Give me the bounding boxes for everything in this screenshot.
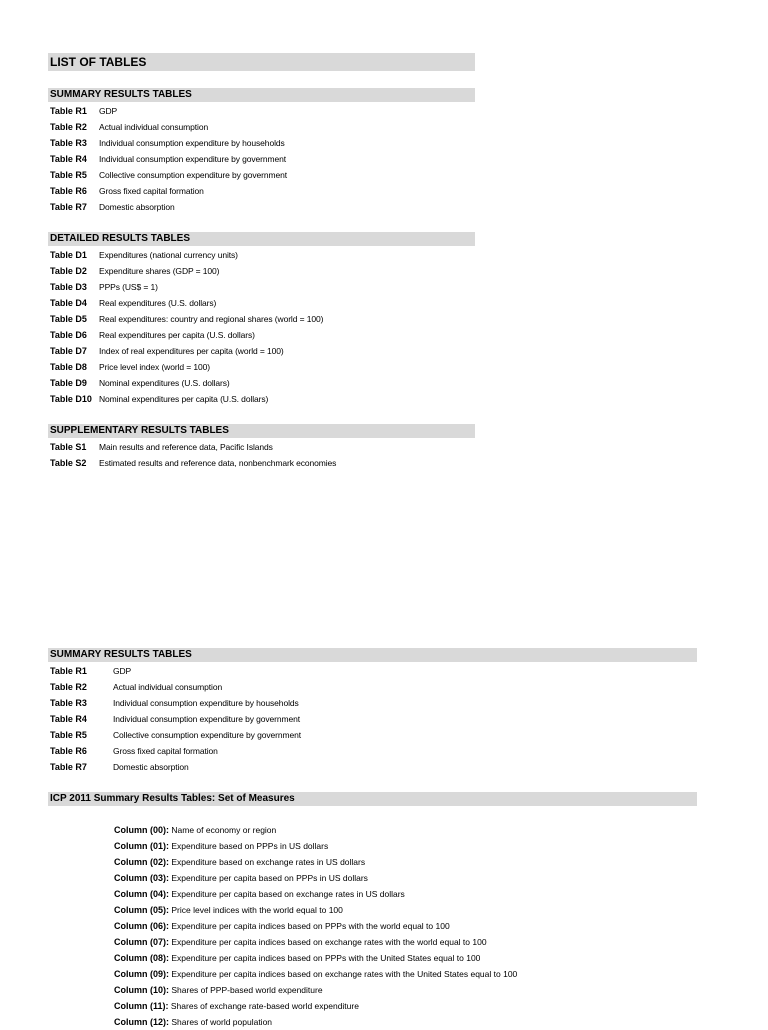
table-description: Nominal expenditures per capita (U.S. dollars) xyxy=(99,394,269,404)
column-label: Column (12): xyxy=(114,1017,169,1027)
table-description: Nominal expenditures (U.S. dollars) xyxy=(99,378,230,388)
column-label: Column (10): xyxy=(114,985,169,995)
column-description: Expenditure based on PPPs in US dollars xyxy=(171,841,329,851)
table-description: Expenditure shares (GDP = 100) xyxy=(99,266,220,276)
table-description: GDP xyxy=(113,666,132,676)
column-label: Column (07): xyxy=(114,937,169,947)
column-label: Column (00): xyxy=(114,825,169,835)
table-description: Real expenditures (U.S. dollars) xyxy=(99,298,217,308)
column-label: Column (01): xyxy=(114,841,169,851)
table-description: Domestic absorption xyxy=(113,762,189,772)
column-description: Expenditure per capita indices based on exchange rates with the United States equal to 100 xyxy=(171,969,518,979)
table-label: Table R2 xyxy=(50,122,87,132)
list-item xyxy=(114,886,405,902)
table-label: Table R6 xyxy=(50,186,87,196)
table-label: Table D3 xyxy=(50,282,87,292)
column-label: Column (06): xyxy=(114,921,169,931)
table-label: Table R4 xyxy=(50,714,87,724)
list-item xyxy=(114,966,517,982)
table-label: Table R6 xyxy=(50,746,87,756)
table-label: Table D5 xyxy=(50,314,87,324)
table-description: Real expenditures per capita (U.S. dollars) xyxy=(99,330,255,340)
summary-results-heading: SUMMARY RESULTS TABLES xyxy=(48,88,475,102)
table-description: Expenditures (national currency units) xyxy=(99,250,238,260)
table-label: Table R3 xyxy=(50,138,87,148)
table-description: Domestic absorption xyxy=(99,202,175,212)
list-item xyxy=(114,998,359,1014)
table-description: Index of real expenditures per capita (world = 100) xyxy=(99,346,284,356)
table-label: Table D10 xyxy=(50,394,92,404)
table-label: Table D8 xyxy=(50,362,87,372)
table-label: Table D4 xyxy=(50,298,87,308)
table-label: Table D2 xyxy=(50,266,87,276)
table-label: Table S2 xyxy=(50,458,87,468)
column-description: Name of economy or region xyxy=(171,825,277,835)
table-label: Table D9 xyxy=(50,378,87,388)
column-label: Column (05): xyxy=(114,905,169,915)
table-label: Table S1 xyxy=(50,442,87,452)
table-description: PPPs (US$ = 1) xyxy=(99,282,158,292)
list-item xyxy=(114,918,450,934)
table-label: Table R4 xyxy=(50,154,87,164)
table-label: Table R2 xyxy=(50,682,87,692)
table-description: Individual consumption expenditure by government xyxy=(99,154,287,164)
list-item xyxy=(114,854,365,870)
table-description: Individual consumption expenditure by households xyxy=(113,698,299,708)
column-label: Column (03): xyxy=(114,873,169,883)
table-description: Individual consumption expenditure by government xyxy=(113,714,301,724)
table-label: Table R5 xyxy=(50,170,87,180)
table-label: Table D1 xyxy=(50,250,87,260)
table-description: Actual individual consumption xyxy=(99,122,209,132)
column-description: Expenditure per capita indices based on PPPs with the world equal to 100 xyxy=(171,921,450,931)
table-label: Table R7 xyxy=(50,762,87,772)
table-label: Table R1 xyxy=(50,106,87,116)
column-description: Expenditure per capita indices based on exchange rates with the world equal to 100 xyxy=(171,937,487,947)
list-item xyxy=(114,1014,272,1030)
column-description: Shares of world population xyxy=(171,1017,273,1027)
table-description: Price level index (world = 100) xyxy=(99,362,210,372)
column-description: Price level indices with the world equal to 100 xyxy=(171,905,343,915)
list-item xyxy=(114,902,343,918)
table-description: Collective consumption expenditure by government xyxy=(99,170,287,180)
supplementary-results-heading: SUPPLEMENTARY RESULTS TABLES xyxy=(48,424,475,438)
detailed-results-heading: DETAILED RESULTS TABLES xyxy=(48,232,475,246)
measures-heading: ICP 2011 Summary Results Tables: Set of Measures xyxy=(48,792,697,806)
table-description: Main results and reference data, Pacific Islands xyxy=(99,442,273,452)
table-label: Table D7 xyxy=(50,346,87,356)
list-item xyxy=(114,982,323,998)
column-label: Column (08): xyxy=(114,953,169,963)
table-label: Table R3 xyxy=(50,698,87,708)
table-label: Table D6 xyxy=(50,330,87,340)
list-item xyxy=(114,870,368,886)
table-label: Table R5 xyxy=(50,730,87,740)
column-label: Column (04): xyxy=(114,889,169,899)
column-description: Shares of exchange rate-based world expenditure xyxy=(170,1001,359,1011)
column-description: Expenditure per capita indices based on PPPs with the United States equal to 100 xyxy=(171,953,481,963)
table-label: Table R7 xyxy=(50,202,87,212)
list-item xyxy=(114,838,328,854)
table-description: Estimated results and reference data, nonbenchmark economies xyxy=(99,458,337,468)
column-label: Column (11): xyxy=(114,1001,169,1011)
list-item xyxy=(114,950,480,966)
column-description: Expenditure per capita based on exchange rates in US dollars xyxy=(171,889,405,899)
column-label: Column (09): xyxy=(114,969,169,979)
column-description: Expenditure per capita based on PPPs in US dollars xyxy=(171,873,368,883)
table-description: Gross fixed capital formation xyxy=(113,746,218,756)
table-description: Real expenditures: country and regional shares (world = 100) xyxy=(99,314,324,324)
column-description: Expenditure based on exchange rates in US dollars xyxy=(171,857,366,867)
table-description: Gross fixed capital formation xyxy=(99,186,204,196)
table-description: Actual individual consumption xyxy=(113,682,223,692)
column-label: Column (02): xyxy=(114,857,169,867)
list-of-tables-title: LIST OF TABLES xyxy=(48,53,475,71)
list-item xyxy=(114,822,276,838)
table-label: Table R1 xyxy=(50,666,87,676)
table-description: GDP xyxy=(99,106,118,116)
table-description: Individual consumption expenditure by households xyxy=(99,138,285,148)
table-description: Collective consumption expenditure by government xyxy=(113,730,301,740)
column-description: Shares of PPP-based world expenditure xyxy=(171,985,323,995)
list-item xyxy=(114,934,487,950)
summary-results-heading-2: SUMMARY RESULTS TABLES xyxy=(48,648,697,662)
